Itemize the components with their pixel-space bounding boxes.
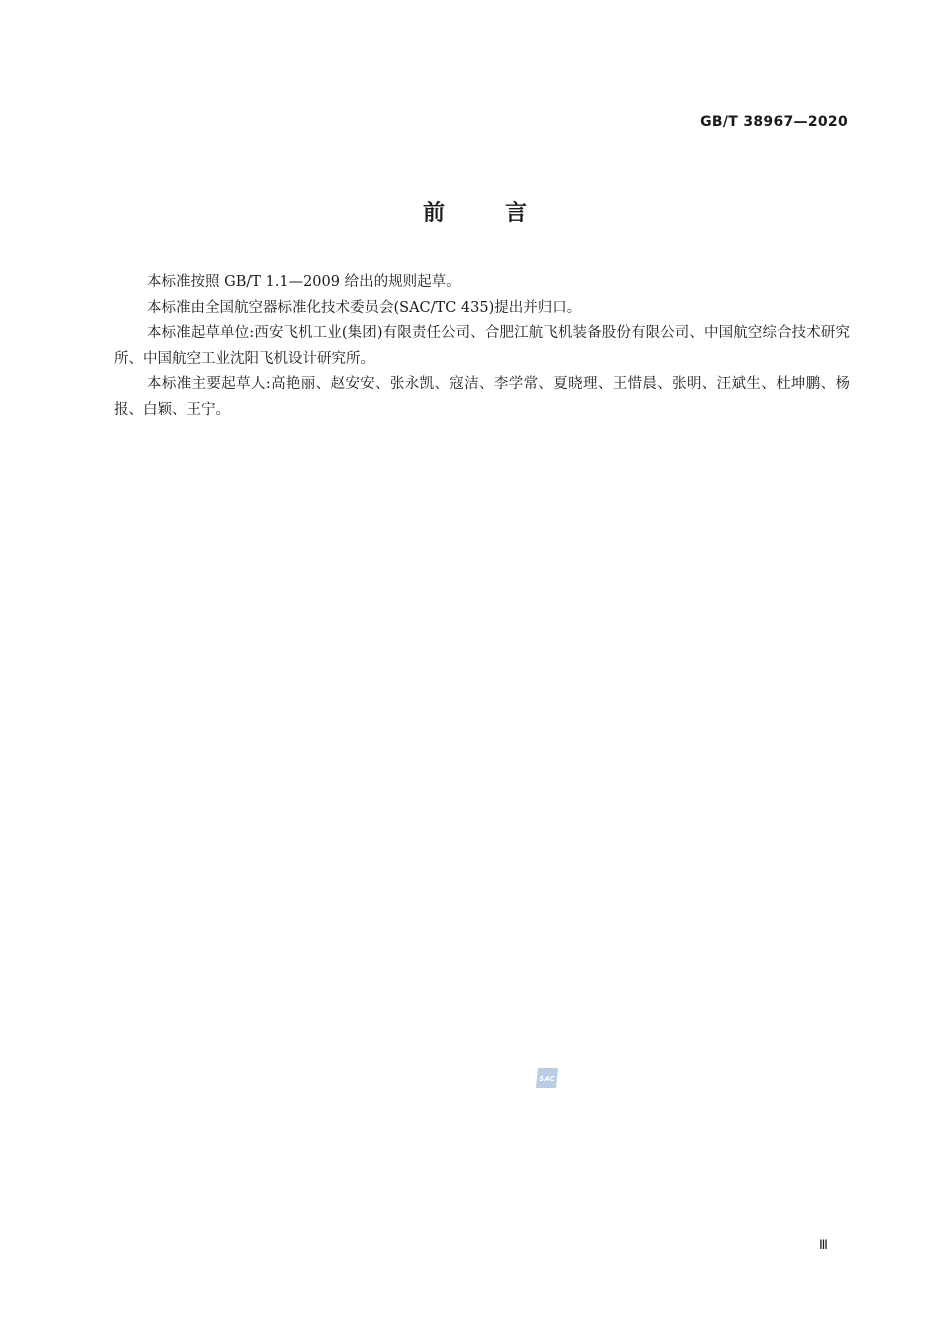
paragraph-drafting-rules: 本标准按照 GB/T 1.1—2009 给出的规则起草。 bbox=[147, 274, 461, 290]
page-number: Ⅲ bbox=[819, 1237, 828, 1252]
title-char-1: 前 bbox=[422, 201, 445, 226]
foreword-body bbox=[114, 270, 850, 423]
paragraph-drafting-units: 本标准起草单位:西安飞机工业(集团)有限责任公司、合肥江航飞机装备股份有限公司、中国航空综合技术研究所、中国航空工业沈阳飞机设计研究所。 bbox=[114, 325, 850, 367]
standard-code: GB/T 38967—2020 bbox=[700, 114, 848, 130]
paragraph-drafters: 本标准主要起草人:高艳丽、赵安安、张永凯、寇洁、李学常、夏晓理、王惜晨、张明、汪斌生、杜坤鹏、杨报、白颖、王宁。 bbox=[114, 376, 850, 418]
svg-text:SAC: SAC bbox=[539, 1075, 555, 1083]
paragraph-proposer: 本标准由全国航空器标准化技术委员会(SAC/TC 435)提出并归口。 bbox=[147, 299, 582, 316]
title-char-2: 言 bbox=[505, 201, 528, 226]
sac-watermark-logo bbox=[534, 1066, 560, 1090]
page-title bbox=[0, 196, 950, 227]
